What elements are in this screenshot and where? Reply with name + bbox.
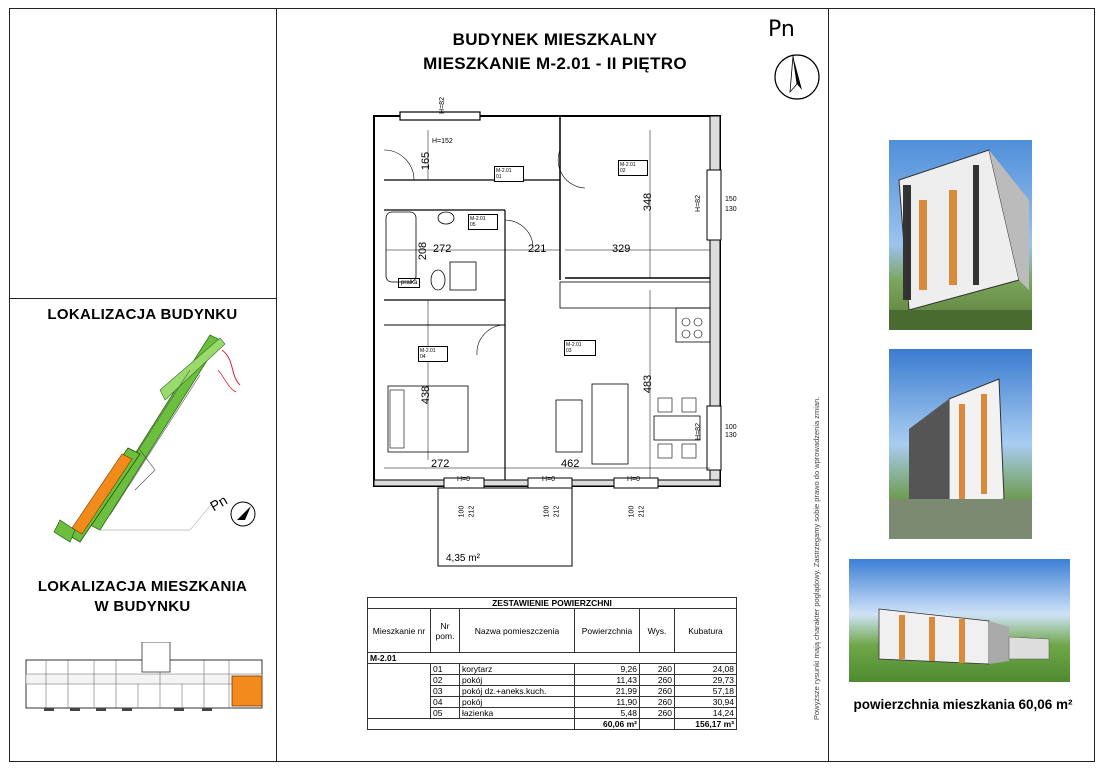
dim-483: 483	[642, 374, 655, 394]
room-volume: 24,08	[675, 664, 737, 675]
room-volume: 29,73	[675, 675, 737, 686]
header-area: Powierzchnia	[575, 609, 640, 653]
floor-key-plan	[24, 642, 264, 717]
header-height: Wys.	[640, 609, 675, 653]
room-area: 5,48	[575, 708, 640, 719]
room-height: 260	[640, 664, 675, 675]
north-arrow-icon	[772, 52, 822, 102]
window-tag-100-right: 100	[725, 424, 737, 431]
area-table	[367, 597, 737, 730]
room-nr: 02	[431, 675, 460, 686]
room-volume: 57,18	[675, 686, 737, 697]
header-room-nr: Nr pom.	[431, 609, 460, 653]
room-tag-03-code: M-2.01	[566, 342, 582, 348]
laundry-label: pralka	[398, 278, 420, 288]
room-tag-04-nr: 04	[420, 354, 426, 360]
window-tag-212-1: 212	[468, 505, 476, 518]
apartment-area-label: powierzchnia mieszkania 60,06 m²	[853, 697, 1073, 712]
room-volume: 30,94	[675, 697, 737, 708]
room-nr: 05	[431, 708, 460, 719]
area-table-title: ZESTAWIENIE POWIERZCHNI	[368, 598, 737, 609]
window-tag-h0-1: H=0	[457, 476, 471, 483]
title-line-1: BUDYNEK MIESZKALNY	[452, 30, 658, 49]
dim-438: 438	[420, 385, 433, 405]
dim-165: 165	[420, 151, 433, 171]
disclaimer-note: Powyższe rysunki mają charakter poglądowy. Zastrzegamy sobie prawo do wprowadzenia zmian.	[812, 396, 821, 720]
dim-272-bottom: 272	[431, 458, 450, 470]
window-tag-h0-2: H=0	[542, 476, 556, 483]
room-area: 21,99	[575, 686, 640, 697]
building-location-title: LOKALIZACJA BUDYNKU	[47, 306, 238, 323]
room-tag-05-code: M-2.01	[470, 216, 486, 222]
dim-221: 221	[528, 243, 547, 255]
room-height: 260	[640, 697, 675, 708]
room-name: pokój	[460, 675, 575, 686]
column-divider-right	[828, 8, 829, 761]
apartment-location-title-2: W BUDYNKU	[94, 598, 191, 615]
room-tag-02-code: M-2.01	[620, 162, 636, 168]
room-height: 260	[640, 675, 675, 686]
window-tag-100-1: 100	[458, 505, 466, 518]
dim-348: 348	[642, 192, 655, 212]
room-name: korytarz	[460, 664, 575, 675]
room-tag-04-code: M-2.01	[420, 348, 436, 354]
room-height: 260	[640, 686, 675, 697]
window-tag-height-top: H=82	[438, 97, 446, 114]
window-tag-100-3: 100	[628, 505, 636, 518]
room-height: 260	[640, 708, 675, 719]
apartment-location-title-1: LOKALIZACJA MIESZKANIA	[37, 578, 248, 595]
room-tag-01-code: M-2.01	[496, 168, 512, 174]
room-tag-03-nr: 03	[566, 348, 572, 354]
dim-272-top: 272	[433, 243, 452, 255]
room-name: pokój	[460, 697, 575, 708]
room-nr: 04	[431, 697, 460, 708]
title-line-2: MIESZKANIE M-2.01 - II PIĘTRO	[423, 54, 687, 73]
window-tag-130-right-2: 130	[725, 432, 737, 439]
window-tag-130-right: 130	[725, 206, 737, 213]
window-tag-212-2: 212	[553, 505, 561, 518]
dim-208: 208	[417, 241, 430, 261]
header-volume: Kubatura	[675, 609, 737, 653]
site-north-arrow-icon	[229, 500, 257, 528]
north-label: Pn	[768, 17, 795, 42]
room-tag-02-nr: 02	[620, 168, 626, 174]
table-row	[368, 664, 737, 675]
total-area: 60,06 m²	[575, 719, 640, 730]
room-name: łazienka	[460, 708, 575, 719]
header-apartment: Mieszkanie nr	[368, 609, 431, 653]
window-tag-h82-1: H=82	[694, 195, 702, 212]
room-tag-01-nr: 01	[496, 174, 502, 180]
room-area: 11,43	[575, 675, 640, 686]
room-nr: 01	[431, 664, 460, 675]
total-volume: 156,17 m³	[675, 719, 737, 730]
window-tag-150-right: 150	[725, 196, 737, 203]
window-tag-212-3: 212	[638, 505, 646, 518]
building-render-1	[889, 140, 1032, 330]
balcony-area: 4,35 m²	[446, 553, 480, 564]
column-divider-left	[276, 8, 277, 761]
room-tag-05-nr: 05	[470, 222, 476, 228]
sidebar-divider	[9, 298, 276, 299]
room-volume: 14,24	[675, 708, 737, 719]
building-render-3	[849, 559, 1070, 682]
site-plan	[40, 330, 260, 560]
dim-329: 329	[612, 243, 631, 255]
apartment-number: M-2.01	[368, 653, 737, 664]
building-render-2	[889, 349, 1032, 539]
room-name: pokój dz.+aneks.kuch.	[460, 686, 575, 697]
room-nr: 03	[431, 686, 460, 697]
window-tag-h82-2: H=82	[694, 423, 702, 440]
window-tag-h152: H=152	[432, 138, 453, 145]
header-room-name: Nazwa pomieszczenia	[460, 609, 575, 653]
room-area: 9,26	[575, 664, 640, 675]
room-area: 11,90	[575, 697, 640, 708]
window-tag-100-2: 100	[543, 505, 551, 518]
window-tag-h0-3: H=0	[627, 476, 641, 483]
site-north-label: Pn	[207, 491, 230, 515]
dim-462: 462	[561, 458, 580, 470]
